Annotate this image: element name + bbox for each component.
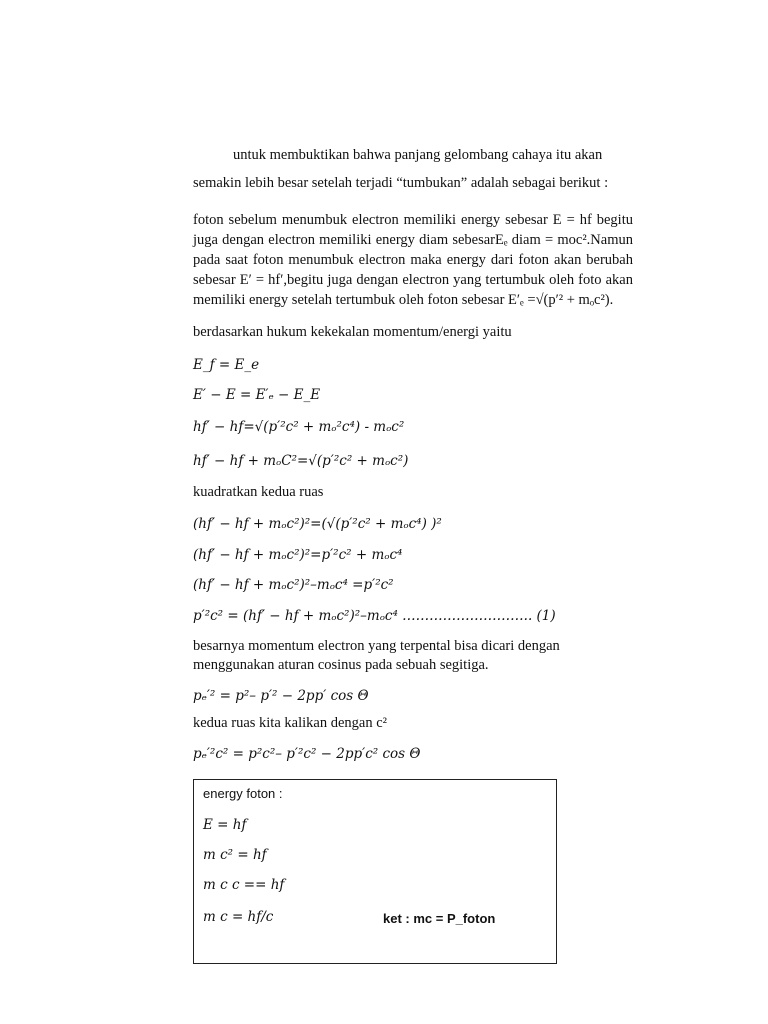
paragraph-line: juga dengan electron memiliki energy diam sebesarEₑ diam = moc².Namun xyxy=(193,232,633,248)
box-equation: m c² = hf xyxy=(203,847,267,863)
box-equation: E = hf xyxy=(203,817,247,833)
paragraph-line: memiliki energy setelah tertumbuk oleh foton sebesar E′ₑ =√(p′² + mₒc²). xyxy=(193,292,614,308)
text-line: menggunakan aturan cosinus pada sebuah segitiga. xyxy=(193,657,489,673)
equation: p′²c² = (hf′ − hf + mₒc²)²–mₒc⁴ ……………………….. (1) xyxy=(193,608,556,624)
equation: E′ − E = E′ₑ − E_E xyxy=(193,387,321,403)
equation: (hf′ − hf + mₒc²)²=p′²c² + mₒc⁴ xyxy=(193,547,403,563)
text-line: kuadratkan kedua ruas xyxy=(193,484,324,500)
equation: hf′ − hf + mₒC²=√(p′²c² + mₒc²) xyxy=(193,453,409,469)
text-line: kedua ruas kita kalikan dengan c² xyxy=(193,715,387,731)
box-equation: m c = hf/c xyxy=(203,909,274,925)
equation: (hf′ − hf + mₒc²)²=(√(p′²c² + mₒc⁴) )² xyxy=(193,516,442,532)
equation: hf′ − hf=√(p′²c² + mₒ²c⁴) - mₒc² xyxy=(193,419,405,435)
box-note: ket : mc = P_foton xyxy=(383,911,496,926)
text-line: semakin lebih besar setelah terjadi “tumbukan” adalah sebagai berikut : xyxy=(193,175,609,191)
paragraph-line: pada saat foton menumbuk electron maka energy dari foton akan berubah xyxy=(193,252,633,268)
text-line: berdasarkan hukum kekekalan momentum/energi yaitu xyxy=(193,324,512,340)
box-title: energy foton : xyxy=(203,786,283,801)
equation: pₑ′² = p²– p′² − 2pp′ cos Θ xyxy=(193,688,369,704)
text-line: besarnya momentum electron yang terpental bisa dicari dengan xyxy=(193,638,560,654)
text-line: untuk membuktikan bahwa panjang gelombang cahaya itu akan xyxy=(233,147,603,163)
equation: E_f = E_e xyxy=(193,357,260,373)
paragraph-line: sebesar E′ = hf′,begitu juga dengan electron yang tertumbuk oleh foto akan xyxy=(193,272,633,288)
box-equation: m c c == hf xyxy=(203,877,285,893)
energy-foton-box xyxy=(193,779,557,964)
equation: (hf′ − hf + mₒc²)²–mₒc⁴ =p′²c² xyxy=(193,577,394,593)
equation: pₑ′²c² = p²c²– p′²c² − 2pp′c² cos Θ xyxy=(193,746,421,762)
paragraph-line: foton sebelum menumbuk electron memiliki energy sebesar E = hf begitu xyxy=(193,212,633,228)
